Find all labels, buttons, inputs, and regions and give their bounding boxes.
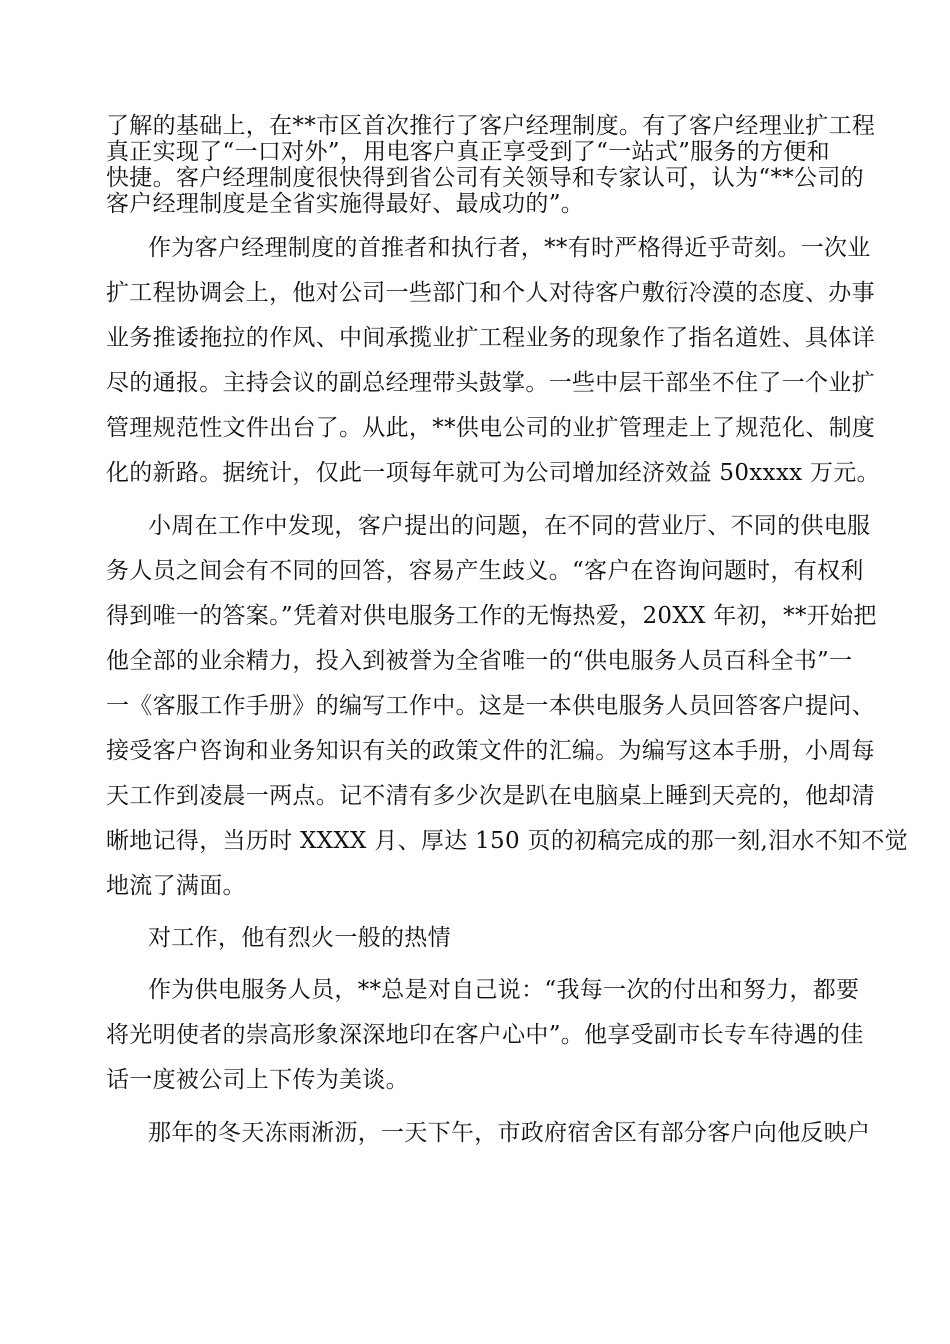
text-line: 得到唯一的答案。”凭着对供电服务工作的无悔热爱，20XX 年初，**开始把 (106, 603, 877, 629)
text-line: 客户经理制度是全省实施得最好、最成功的”。 (106, 191, 585, 217)
text-line: 化的新路。据统计，仅此一项每年就可为公司增加经济效益 50xxxx 万元。 (106, 460, 880, 486)
text-line: 话一度被公司上下传为美谈。 (106, 1067, 409, 1093)
text-line: 业务推诿拖拉的作风、中间承揽业扩工程业务的现象作了指名道姓、具体详 (106, 325, 875, 351)
text-line: 他全部的业余精力，投入到被誉为全省唯一的“供电服务人员百科全书”一 (106, 648, 853, 674)
text-line: 管理规范性文件出台了。从此，**供电公司的业扩管理走上了规范化、制度 (106, 415, 876, 441)
text-line: 快捷。客户经理制度很快得到省公司有关领导和专家认可，认为“**公司的 (106, 165, 864, 191)
text-line: 作为客户经理制度的首推者和执行者，**有时严格得近乎苛刻。一次业 (148, 235, 871, 261)
text-line: 尽的通报。主持会议的副总经理带头鼓掌。一些中层干部坐不住了一个业扩 (106, 370, 875, 396)
text-line: 一《客服工作手册》的编写工作中。这是一本供电服务人员回答客户提问、 (106, 693, 875, 719)
text-line: 将光明使者的崇高形象深深地印在客户心中”。他享受副市长专车待遇的佳 (106, 1022, 864, 1048)
text-line: 小周在工作中发现，客户提出的问题，在不同的营业厅、不同的供电服 (148, 513, 871, 539)
text-line: 作为供电服务人员，**总是对自己说：“我每一次的付出和努力，都要 (148, 977, 860, 1003)
text-line: 真正实现了“一口对外”，用电客户真正享受到了“一站式”服务的方便和 (106, 139, 830, 165)
section-heading: 对工作，他有烈火一般的热情 (148, 925, 451, 951)
text-line: 扩工程协调会上，他对公司一些部门和个人对待客户敷衍冷漠的态度、办事 (106, 280, 875, 306)
text-line: 晰地记得，当历时 XXXX 月、厚达 150 页的初稿完成的那一刻,泪水不知不觉 (106, 828, 908, 854)
text-line: 那年的冬天冻雨淅沥，一天下午，市政府宿舍区有部分客户向他反映户 (148, 1120, 871, 1146)
text-line: 接受客户咨询和业务知识有关的政策文件的汇编。为编写这本手册，小周每 (106, 738, 875, 764)
text-line: 务人员之间会有不同的回答，容易产生歧义。“客户在咨询问题时，有权利 (106, 558, 864, 584)
text-line: 天工作到凌晨一两点。记不清有多少次是趴在电脑桌上睡到天亮的，他却清 (106, 783, 875, 809)
text-line: 了解的基础上，在**市区首次推行了客户经理制度。有了客户经理业扩工程 (106, 113, 876, 139)
text-line: 地流了满面。 (106, 873, 246, 899)
